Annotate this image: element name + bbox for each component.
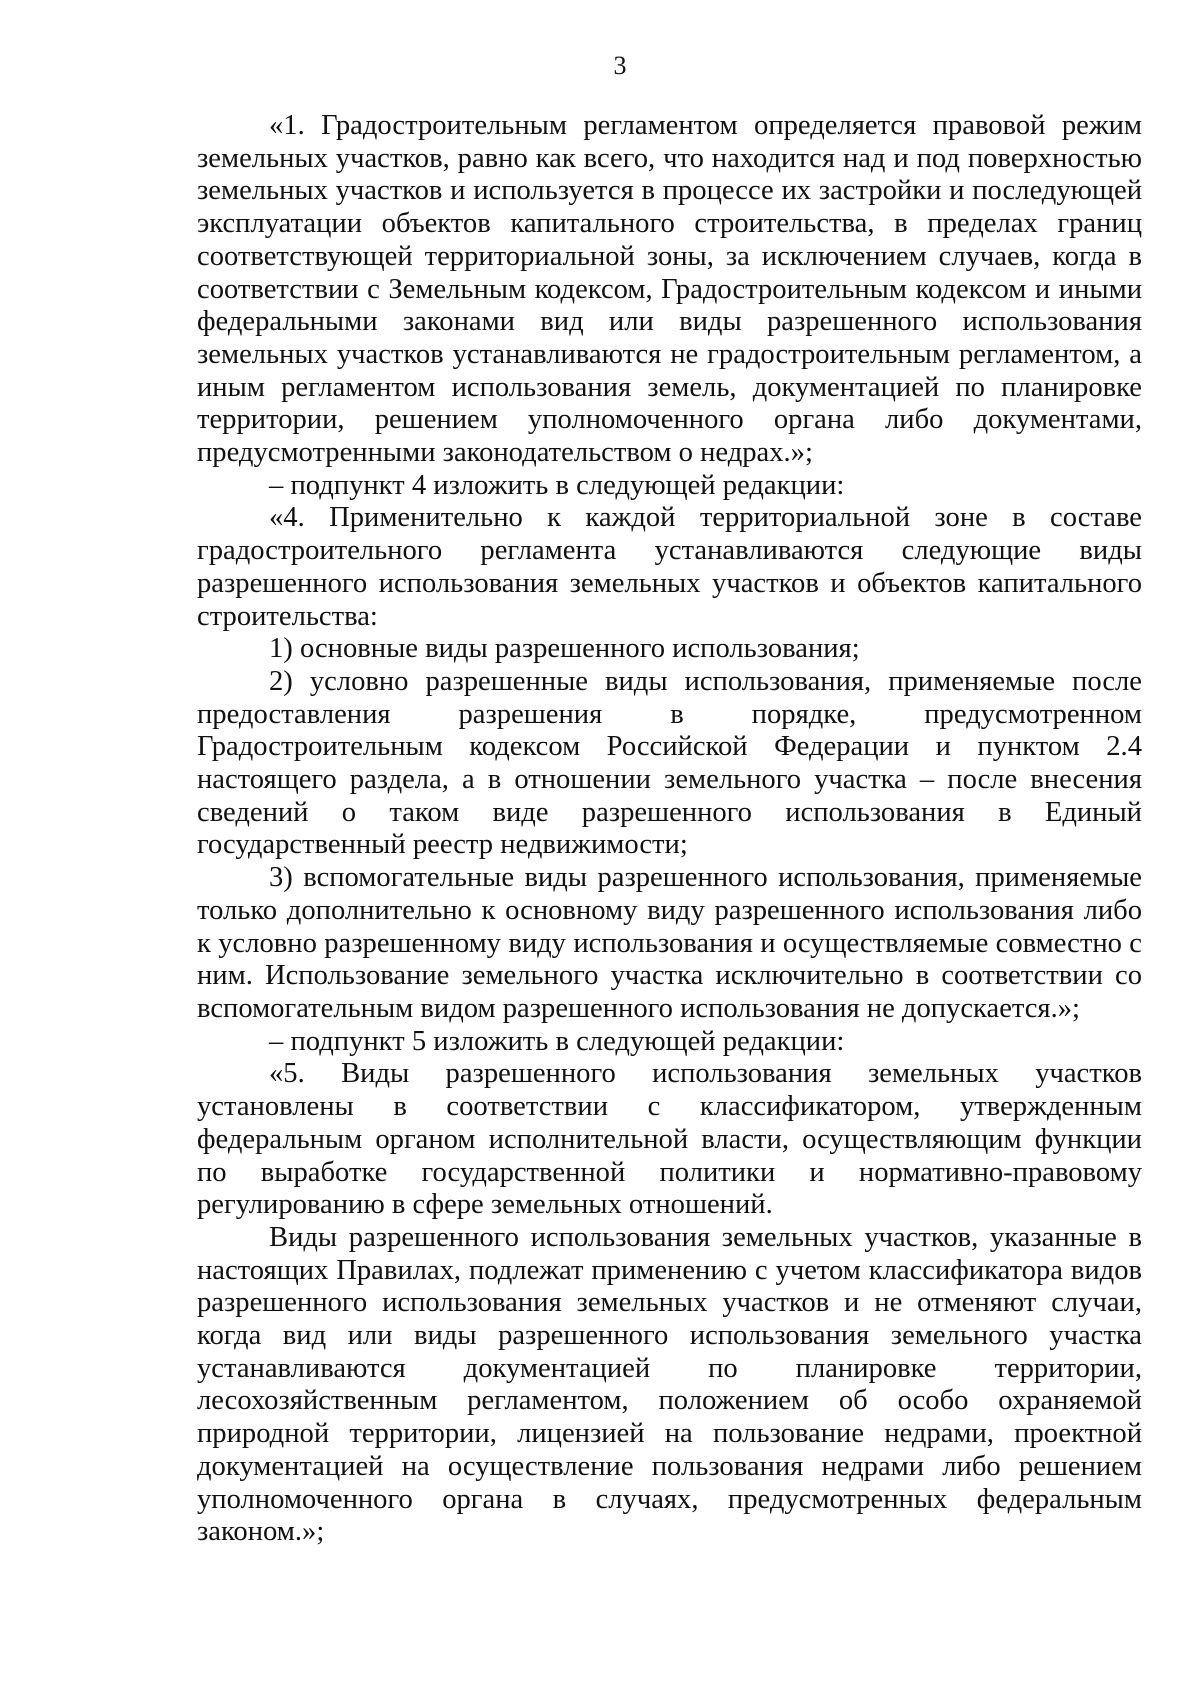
paragraph-clause-5-continuation: Виды разрешенного использования земельных участков, указанные в настоящих Правилах, подлежат применению с учетом классификатора видов разрешенного использования земельных участков и не отменяют случаи, когда вид или виды разрешенного использования земельного участка устанавливаются документацией по планировке территории, лесохозяйственным регламентом, положением об особо охраняемой природной территории, лицензией на пользование недрами, проектной документацией на осуществление пользования недрами либо решением уполномоченного органа в случаях, предусмотренных федеральным законом.»;: [197, 1221, 1142, 1548]
list-item-auxiliary-uses: 3) вспомогательные виды разрешенного использования, применяемые только дополнительно к основному виду разрешенного использования либо к условно разрешенному виду использования и осуществляемые совместно с ним. Использование земельного участка исключительно в соответствии со вспомогательным видом разрешенного использования не допускается.»;: [197, 862, 1142, 1024]
page-number: 3: [613, 51, 627, 80]
paragraph-clause-1: «1. Градостроительным регламентом определяется правовой режим земельных участков, равно как всего, что находится над и под поверхностью земельных участков и используется в процессе их застройки и последующей эксплуатации объектов капитального строительства, в пределах границ соответствующей территориальной зоны, за исключением случаев, когда в соответствии с Земельным кодексом, Градостроительным кодексом и иными федеральными законами вид или виды разрешенного использования земельных участков устанавливаются не градостроительным регламентом, а иным регламентом использования земель, документацией по планировке территории, решением уполномоченного органа либо документами, предусмотренными законодательством о недрах.»;: [197, 110, 1142, 469]
document-body: [197, 110, 1142, 1549]
paragraph-clause-5: «5. Виды разрешенного использования земельных участков установлены в соответствии с классификатором, утвержденным федеральным органом исполнительной власти, осуществляющим функции по выработке государственной политики и нормативно-правовому регулированию в сфере земельных отношений.: [197, 1058, 1142, 1221]
paragraph-clause-4: «4. Применительно к каждой территориальной зоне в составе градостроительного регламента устанавливаются следующие виды разрешенного использования земельных участков и объектов капитального строительства:: [197, 502, 1142, 632]
paragraph-subclause-5-instruction: – подпункт 5 изложить в следующей редакции:: [269, 1025, 845, 1057]
list-item-main-uses: 1) основные виды разрешенного использования;: [269, 633, 860, 665]
list-item-conditional-uses: 2) условно разрешенные виды использования, применяемые после предоставления разрешения в порядке, предусмотренном Градостроительным кодексом Российской Федерации и пунктом 2.4 настоящего раздела, а в отношении земельного участка – после внесения сведений о таком виде разрешенного использования в Единый государственный реестр недвижимости;: [197, 665, 1142, 861]
paragraph-subclause-4-instruction: – подпункт 4 изложить в следующей редакции:: [269, 469, 845, 501]
